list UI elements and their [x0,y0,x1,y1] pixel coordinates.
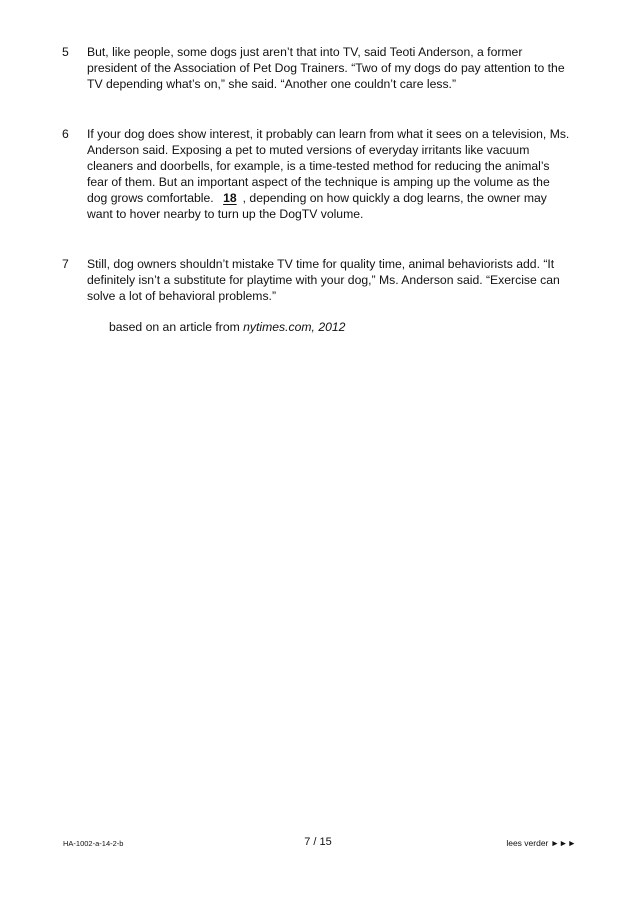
paragraph-text: Still, dog owners shouldn’t mistake TV time for quality time, animal behaviorists add. “It definitely isn’t a substitute for playtime with your dog,” Ms. Anderson said. “Exercise can solve a lot of behavioral problems.” [87,257,560,303]
page-footer [0,836,636,852]
paragraph-text [87,126,572,222]
paragraph-number: 7 [62,257,69,271]
source-credit [109,319,345,335]
paragraph-6 [62,126,572,222]
exam-code: HA-1002-a-14-2-b [63,839,124,848]
source-prefix: based on an article from [109,320,240,334]
paragraph-5 [62,44,572,92]
paragraph-number: 5 [62,45,69,59]
page-number: 7 / 15 [304,836,332,848]
paragraph-text: But, like people, some dogs just aren’t that into TV, said Teoti Anderson, a former president of the Association of Pet Dog Trainers. “Two of my dogs do pay attention to the TV depending what’s on,” she said. “Another one couldn’t care less.” [87,45,565,91]
gap-question-number: 18 [223,191,237,205]
source-publication: nytimes.com, 2012 [243,320,346,334]
paragraph-text-before-blank: If your dog does show interest, it probably can learn from what it sees on a television, Ms. Anderson said. Exposing a pet to muted versions of everyday irritants like vacuum cleaners and doorbells, for example, is a time-tested method for reducing the animal’s fear of them. But an important aspect of the technique is amping up the volume as the dog grows comfortable. [87,127,570,205]
continue-indicator: lees verder ►►► [506,838,576,848]
paragraph-text-after-blank: , depending on how quickly a dog learns, the owner may want to hover nearby to turn up the DogTV volume. [87,191,547,221]
paragraph-number: 6 [62,127,69,141]
paragraph-7 [62,256,572,304]
